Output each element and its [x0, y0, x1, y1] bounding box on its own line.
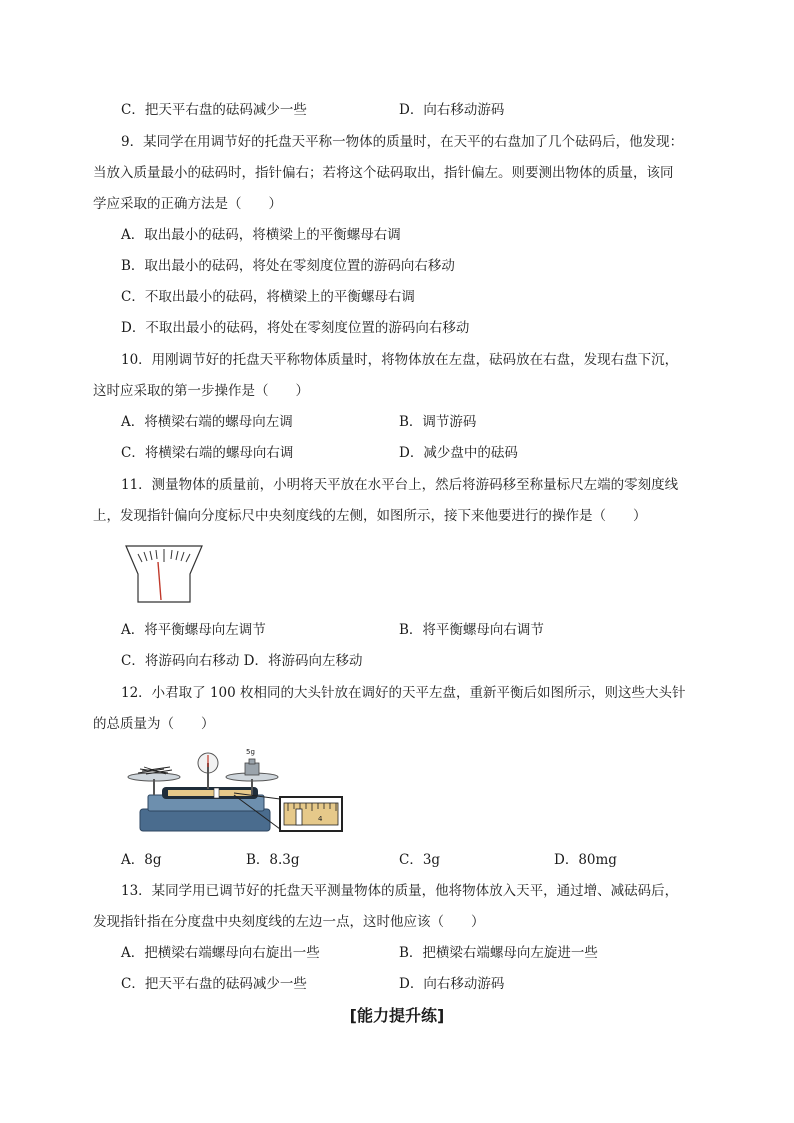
weight-5g [245, 763, 259, 775]
q13-option-b: B．把横梁右端螺母向左旋进一些 [399, 945, 598, 961]
q11-stem-line-1: 11．测量物体的质量前，小明将天平放在水平台上，然后将游码移至称量标尺左端的零刻度线 [121, 477, 679, 493]
q11-option-b: B．将平衡螺母向右调节 [399, 622, 544, 638]
q8-option-d: D．向右移动游码 [399, 102, 505, 118]
q9-option-c: C．不取出最小的砝码，将横梁上的平衡螺母右调 [121, 289, 415, 305]
zoom-rider [296, 809, 302, 825]
dial-scale-figure [124, 540, 204, 606]
q9-option-d: D．不取出最小的砝码，将处在零刻度位置的游码向右移动 [121, 320, 470, 336]
q10-option-b: B．调节游码 [399, 414, 477, 430]
q11-option-cd: C．将游码向右移动 D．将游码向左移动 [121, 653, 363, 669]
balance-base [140, 809, 270, 831]
q10-stem-line-1: 10．用刚调节好的托盘天平称物体质量时，将物体放在左盘，砝码放在右盘，发现右盘下沉， [121, 352, 679, 368]
q13-stem-line-2: 发现指针指在分度盘中央刻度线的左边一点，这时他应该（ ） [93, 914, 485, 930]
q10-option-d: D．减少盘中的砝码 [399, 445, 518, 461]
rider [214, 788, 219, 798]
q9-option-b: B．取出最小的砝码，将处在零刻度位置的游码向右移动 [121, 258, 455, 274]
q10-option-c: C．将横梁右端的螺母向右调 [121, 445, 294, 461]
section-title: [能力提升练] [349, 1006, 445, 1025]
q12-option-d: D．80mg [554, 852, 617, 868]
beam-scale-face [168, 790, 252, 796]
q11-stem-line-2: 上，发现指针偏向分度标尺中央刻度线的左侧，如图所示，接下来他要进行的操作是（ ） [93, 508, 647, 524]
q13-option-c: C．把天平右盘的砝码减少一些 [121, 976, 307, 992]
zoom-scale-label: 4 [318, 815, 323, 823]
q9-option-a: A．取出最小的砝码，将横梁上的平衡螺母右调 [121, 227, 401, 243]
q8-option-c: C．把天平右盘的砝码减少一些 [121, 102, 307, 118]
q10-stem-line-2: 这时应采取的第一步操作是（ ） [93, 383, 309, 399]
q9-stem-line-1: 9．某同学在用调节好的托盘天平称一物体的质量时，在天平的右盘加了几个砝码后，他发现： [121, 134, 684, 150]
q9-stem-line-3: 学应采取的正确方法是（ ） [93, 196, 282, 212]
q13-option-d: D．向右移动游码 [399, 976, 505, 992]
q12-stem-line-2: 的总质量为（ ） [93, 716, 215, 732]
weight-label: 5g [246, 748, 255, 756]
q9-stem-line-2: 当放入质量最小的砝码时，指针偏右；若将这个砝码取出，指针偏左。则要测出物体的质量，该同 [93, 165, 674, 181]
q12-option-a: A．8g [121, 852, 162, 868]
q12-option-c: C．3g [399, 852, 441, 868]
balance-figure [124, 745, 346, 837]
q13-stem-line-1: 13．某同学用已调节好的托盘天平测量物体的质量，他将物体放入天平，通过增、减砝码后， [121, 883, 679, 899]
q11-option-a: A．将平衡螺母向左调节 [121, 622, 266, 638]
q13-option-a: A．把横梁右端螺母向右旋出一些 [121, 945, 320, 961]
q12-stem-line-1: 12．小君取了 100 枚相同的大头针放在调好的天平左盘，重新平衡后如图所示，则这些大头针 [121, 685, 686, 701]
q10-option-a: A．将横梁右端的螺母向左调 [121, 414, 293, 430]
q12-option-b: B．8.3g [246, 852, 300, 868]
